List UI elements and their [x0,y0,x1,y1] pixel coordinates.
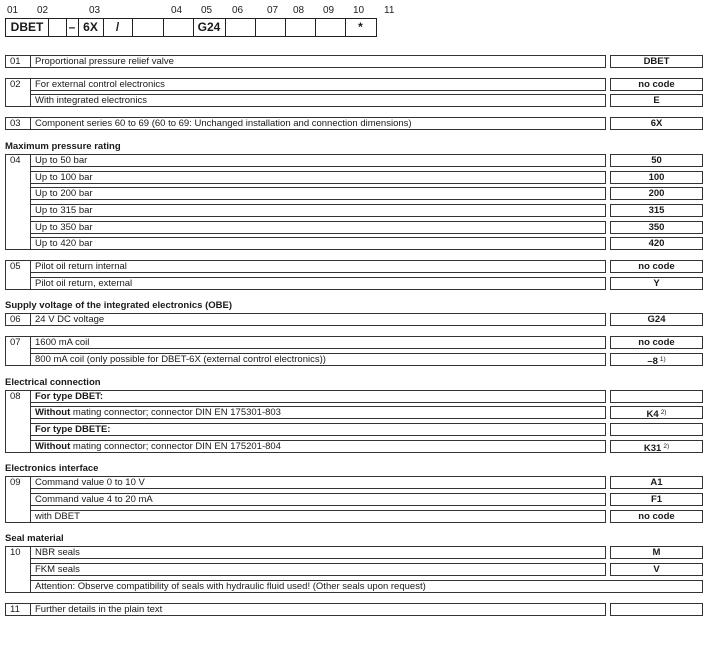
description-text: Up to 200 bar [35,188,93,200]
description-emphasis: Without [35,407,71,419]
option-description [30,237,606,250]
code-box: * [345,18,377,37]
code-row [5,55,703,68]
section-title: Electrical connection [5,376,101,388]
position-number: 09 [5,476,31,494]
description-text: For type DBET: [35,390,104,402]
section-title: Maximum pressure rating [5,140,121,152]
option-description [30,78,606,91]
code-text: 315 [648,204,665,216]
description-text: Further details in the plain text [35,603,163,615]
position-number-01: 01 [7,5,19,16]
code-box [225,18,256,37]
code-box [48,18,67,37]
position-number: 06 [5,313,31,326]
code-row [5,546,703,559]
option-description [30,563,606,576]
code-text: K4 [646,409,659,420]
option-code [610,353,703,366]
code-row [5,440,703,453]
description-text: With integrated electronics [35,95,147,107]
position-number [5,233,31,250]
position-number-05: 05 [201,5,213,16]
option-description [30,154,606,167]
description-text: For type DBETE: [35,423,111,435]
code-text: DBET [643,56,670,67]
section-title: Electronics interface [5,463,99,475]
code-row [5,154,703,167]
option-description [30,187,606,200]
code-text: no code [638,261,675,272]
description-text: Component series 60 to 69 (60 to 69: Unchanged installation and connection dimensions) [35,118,412,130]
code-text: Y [653,277,660,289]
option-code [610,204,703,217]
code-text: no code [638,78,675,90]
code-row [5,204,703,217]
code-text: A1 [650,477,663,489]
code-row [5,476,703,489]
option-description [30,94,606,107]
option-description [30,580,703,593]
code-row [5,260,703,273]
description-emphasis: Without [35,440,71,452]
position-number-03: 03 [89,5,101,16]
option-code [610,260,703,273]
code-text: M [652,547,661,559]
code-box: / [103,18,133,37]
option-description [30,336,606,349]
code-row [5,171,703,184]
option-code [610,221,703,234]
description-text: mating connector; connector DIN EN 175201-804 [70,440,281,452]
position-number: 04 [5,154,31,172]
option-code [610,154,703,167]
option-description [30,117,606,130]
option-code [610,336,703,349]
position-number-07: 07 [267,5,279,16]
code-text: no code [638,337,675,349]
code-box: DBET [5,18,49,37]
footnote-ref: 1) [659,355,666,363]
code-text: V [653,564,660,576]
code-text: 200 [648,188,665,200]
option-code [610,171,703,184]
option-description [30,221,606,234]
option-description [30,55,606,68]
code-box: 6X [78,18,104,37]
code-row [5,603,703,616]
option-description [30,440,606,453]
description-text: mating connector; connector DIN EN 175301-803 [70,407,281,419]
position-number-02: 02 [37,5,49,16]
option-description [30,423,606,436]
position-number [5,506,31,523]
option-code [610,55,703,68]
description-text: For external control electronics [35,78,165,90]
position-number: 08 [5,390,31,408]
code-row [5,187,703,200]
option-code [610,313,703,326]
code-row [5,94,703,107]
option-code [610,603,703,616]
option-description [30,546,606,559]
code-box [163,18,194,37]
description-text: 1600 mA coil [35,337,90,349]
code-text: 350 [648,221,665,233]
position-number [5,273,31,290]
position-number [5,576,31,593]
code-row [5,277,703,290]
position-number: 07 [5,336,31,354]
position-number [5,183,31,201]
code-row [5,237,703,250]
code-text: 6X [650,118,663,130]
code-text: 100 [648,171,665,183]
description-text: 24 V DC voltage [35,314,105,326]
position-number [5,559,31,577]
description-text: FKM seals [35,564,80,576]
code-box [132,18,164,37]
code-box: G24 [193,18,226,37]
option-code [610,277,703,290]
option-code [610,423,703,436]
option-code [610,187,703,200]
position-number-11: 11 [384,5,395,16]
description-text: Up to 315 bar [35,204,93,216]
description-text: NBR seals [35,547,80,559]
code-text: K31 [643,442,662,453]
option-code [610,563,703,576]
description-text: Proportional pressure relief valve [35,56,174,67]
code-row [5,353,703,366]
position-number [5,200,31,218]
option-description [30,406,606,419]
description-text: Up to 100 bar [35,171,93,183]
option-description [30,476,606,489]
code-row [5,336,703,349]
code-row [5,563,703,576]
position-number [5,217,31,235]
code-row [5,580,703,593]
position-number-10: 10 [353,5,365,16]
description-text: Command value 4 to 20 mA [35,494,153,505]
code-row [5,221,703,234]
description-text: Command value 0 to 10 V [35,477,145,489]
code-text: F1 [650,494,663,505]
footnote-ref: 2) [663,442,670,450]
description-text: Pilot oil return, external [35,277,133,289]
code-text: G24 [647,314,666,326]
code-text: 420 [648,238,665,250]
code-row [5,423,703,436]
code-row [5,390,703,403]
position-number [5,90,31,107]
option-description [30,277,606,290]
section-title: Supply voltage of the integrated electronics (OBE) [5,300,232,312]
option-description [30,313,606,326]
description-text: 800 mA coil (only possible for DBET-6X (external control electronics)) [35,353,326,365]
code-row [5,78,703,91]
option-code [610,406,703,419]
position-number [5,436,31,453]
position-number-09: 09 [323,5,335,16]
description-text: with DBET [35,510,80,522]
description-text: Up to 50 bar [35,154,88,166]
code-box: – [66,18,79,37]
description-text: Up to 420 bar [35,238,93,250]
option-description [30,390,606,403]
code-row [5,493,703,506]
position-number: 11 [5,603,31,616]
option-description [30,493,606,506]
option-code [610,237,703,250]
code-box [285,18,316,37]
description-text: Up to 350 bar [35,221,93,233]
position-number [5,167,31,185]
position-number [5,419,31,437]
position-number-08: 08 [293,5,305,16]
option-code [610,117,703,130]
position-number: 02 [5,78,31,96]
code-row [5,117,703,130]
option-code [610,78,703,91]
option-code [610,546,703,559]
position-number: 05 [5,260,31,278]
option-code [610,493,703,506]
position-number [5,489,31,507]
option-description [30,510,606,523]
code-text: no code [638,510,675,522]
position-number: 01 [5,55,31,68]
option-description [30,204,606,217]
description-text: Attention: Observe compatibility of seals with hydraulic fluid used! (Other seals upon request) [35,580,426,592]
position-number [5,349,31,366]
code-box [315,18,346,37]
code-row [5,313,703,326]
code-text: –8 [647,355,658,366]
position-number [5,402,31,420]
position-number: 10 [5,546,31,564]
code-text: 50 [651,154,662,166]
option-description [30,603,606,616]
option-code [610,94,703,107]
position-number-04: 04 [171,5,183,16]
footnote-ref: 2) [660,409,667,417]
option-description [30,260,606,273]
option-description [30,353,606,366]
code-text: E [653,95,660,107]
option-code [610,476,703,489]
option-code [610,510,703,523]
description-text: Pilot oil return internal [35,261,127,272]
position-number: 03 [5,117,31,130]
code-row [5,510,703,523]
option-code [610,390,703,403]
code-row [5,406,703,419]
code-box [255,18,286,37]
option-description [30,171,606,184]
position-number-06: 06 [232,5,244,16]
section-title: Seal material [5,533,64,545]
option-code [610,440,703,453]
